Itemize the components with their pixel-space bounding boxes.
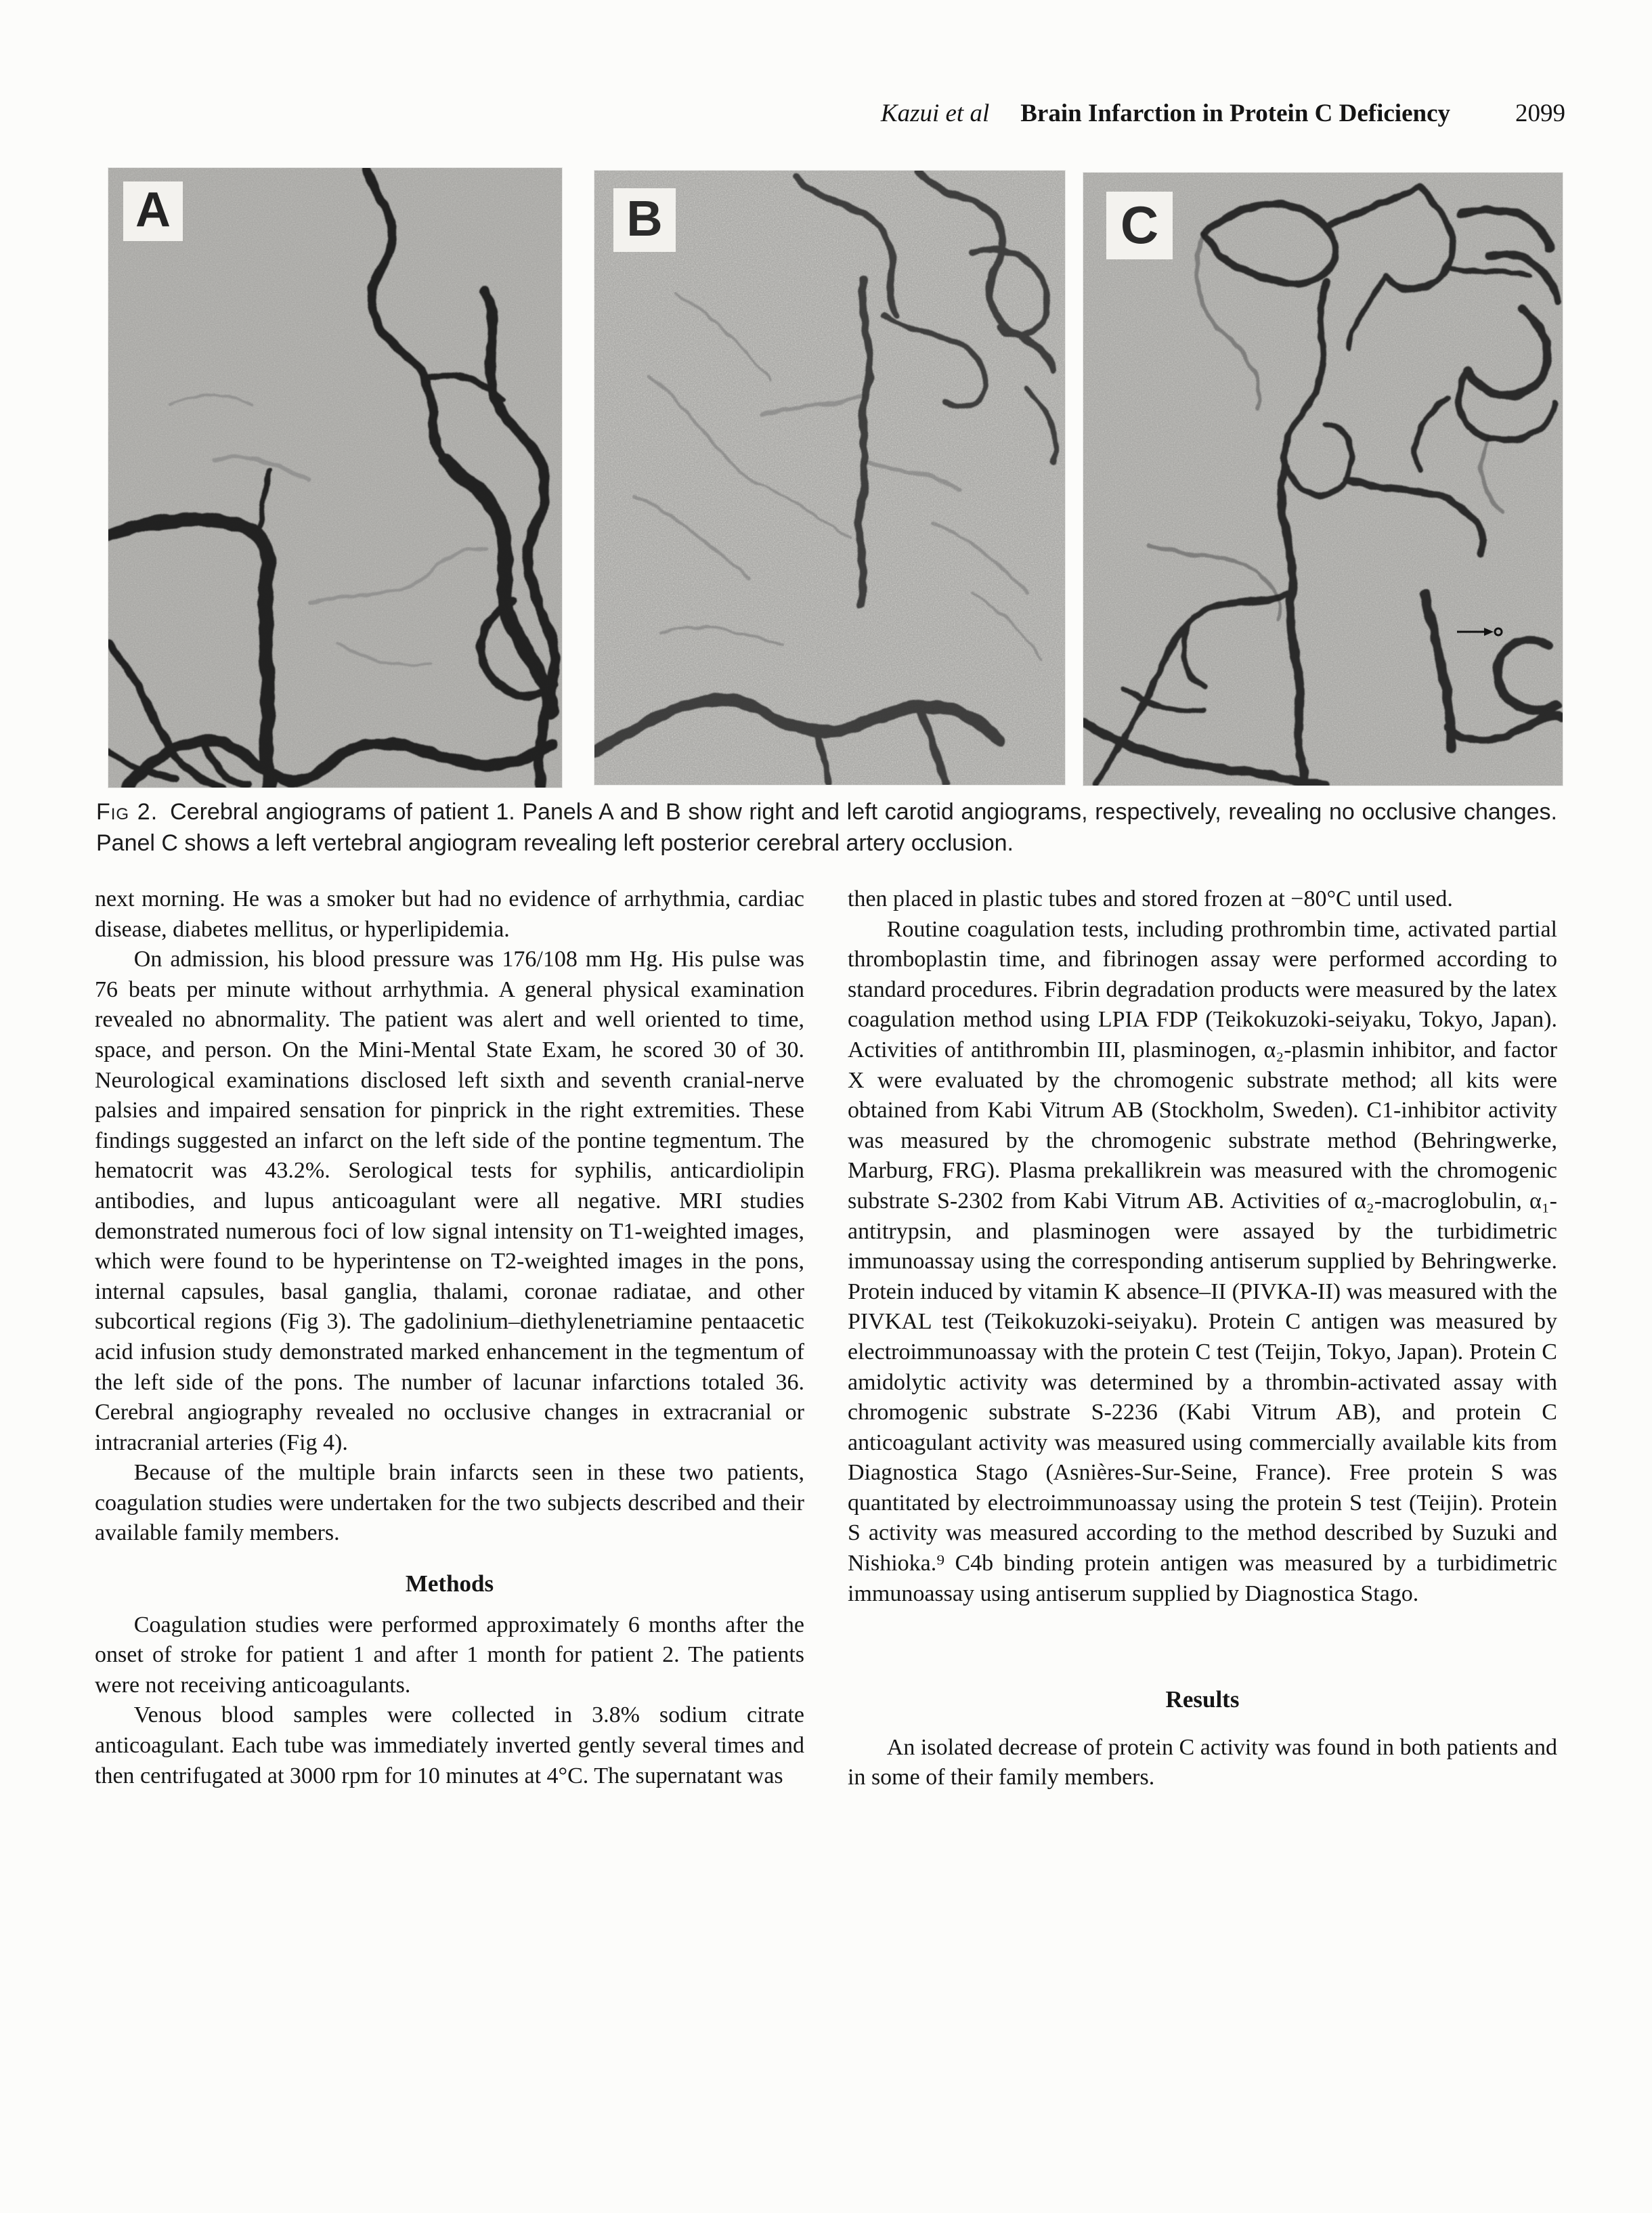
body-paragraph: On admission, his blood pressure was 176/108 mm Hg. His pulse was 76 beats per minute without arrhythmia. A general physical examination revealed no abnormality. The patient was alert and well oriented to time, space, and person. On the Mini-Mental State Exam, he scored 30 of 30. Neurological examinations disclosed left sixth and seventh cranial-nerve palsies and impaired sensation for pinprick in the right extremities. These findings suggested an infarct on the left side of the pontine tegmentum. The hematocrit was 43.2%. Serological tests for syphilis, anticardiolipin antibodies, and lupus anticoagulant were all negative. MRI studies demonstrated numerous foci of low signal intensity on T1-weighted images, which were found to be hyperintense on T2-weighted images in the pons, internal capsules, basal ganglia, thalami, coronae radiatae, and other subcortical regions (Fig 3). The gadolinium–diethylenetriamine pentaacetic acid infusion study demonstrated marked enhancement in the tegmentum of the left side of the pons. The number of lacunar infarctions totaled 36. Cerebral angiography revealed no occlusive changes in extracranial or intracranial arteries (Fig 4).	[95, 947, 804, 1455]
body-paragraph: Because of the multiple brain infarcts seen in these two patients, coagulation studies were undertaken for the two subjects described and their available family members.	[95, 1460, 804, 1546]
body-paragraph: Coagulation studies were performed approximately 6 months after the onset of stroke for patient 1 and after 1 month for patient 2. The patients were not receiving anticoagulants.	[95, 1612, 804, 1698]
angiogram-panel-c	[1083, 173, 1563, 786]
angiogram-image-a	[108, 168, 562, 788]
angiogram-image-b	[594, 171, 1065, 785]
right-column	[848, 884, 1557, 1793]
figure-caption-text: Cerebral angiograms of patient 1. Panels A and B show right and left carotid angiograms, respectively, revealing no occlusive changes. Panel C shows a left vertebral angiogram revealing left posterior cerebral artery occlusion.	[96, 799, 1557, 856]
page-number: 2099	[1515, 100, 1565, 127]
angiogram-panel-a	[108, 168, 562, 788]
running-head-title: Brain Infarction in Protein C Deficiency	[1020, 100, 1450, 127]
running-head	[881, 99, 1565, 128]
body-paragraph: next morning. He was a smoker but had no evidence of arrhythmia, cardiac disease, diabetes mellitus, or hyperlipidemia.	[95, 886, 804, 942]
panel-label-b: B	[626, 190, 663, 246]
angiogram-image-c	[1083, 173, 1563, 786]
panel-label-a: A	[135, 183, 171, 237]
angiogram-panel-b	[594, 171, 1065, 785]
section-heading-results: Results	[1165, 1686, 1240, 1713]
body-paragraph: Venous blood samples were collected in 3.8% sodium citrate anticoagulant. Each tube was immediately inverted gently several times and then centrifugated at 3000 rpm for 10 minutes at 4°C. The supernatant was	[95, 1702, 804, 1788]
running-head-authors: Kazui et al	[880, 100, 990, 127]
body-paragraph: then placed in plastic tubes and stored frozen at −80°C until used.	[848, 886, 1453, 911]
left-column	[95, 884, 804, 1791]
figure-caption	[96, 796, 1557, 859]
figure-caption-label: Fig 2.	[96, 799, 158, 825]
section-heading-methods: Methods	[405, 1570, 494, 1597]
body-paragraph: An isolated decrease of protein C activity was found in both patients and in some of their family members.	[848, 1734, 1557, 1790]
panel-label-c: C	[1120, 195, 1159, 255]
body-paragraph: Routine coagulation tests, including prothrombin time, activated partial thromboplastin time, and fibrinogen assay were performed according to standard procedures. Fibrin degradation products were measured by the latex coagulation method using LPIA FDP (Teikokuzoki-seiyaku, Tokyo, Japan). Activities of antithrombin III, plasminogen, α₂-plasmin inhibitor, and factor X were evaluated by the chromogenic substrate method; all kits were obtained from Kabi Vitrum AB (Stockholm, Sweden). C1-inhibitor activity was measured by the chromogenic substrate method (Behringwerke, Marburg, FRG). Plasma prekallikrein was measured with the chromogenic substrate S-2302 from Kabi Vitrum AB. Activities of α₂-macroglobulin, α₁-antitrypsin, and plasminogen were assayed by the turbidimetric immunoassay using the corresponding antiserum supplied by Behringwerke. Protein induced by vitamin K absence–II (PIVKA-II) was measured with the PIVKAL test (Teikokuzoki-seiyaku). Protein C antigen was measured by electroimmunoassay with the protein C test (Teijin, Tokyo, Japan). Protein C amidolytic activity was determined by a thrombin-activated assay with chromogenic substrate S-2236 (Kabi Vitrum AB), and protein C anticoagulant activity was measured using commercially available kits from Diagnostica Stago (Asnières-Sur-Seine, France). Free protein S was quantitated by electroimmunoassay using the protein S test (Teijin). Protein S activity was measured according to the method described by Suzuki and Nishioka.⁹ C4b binding protein antigen was measured by a turbidimetric immunoassay using antiserum supplied by Diagnostica Stago.	[848, 916, 1557, 1606]
